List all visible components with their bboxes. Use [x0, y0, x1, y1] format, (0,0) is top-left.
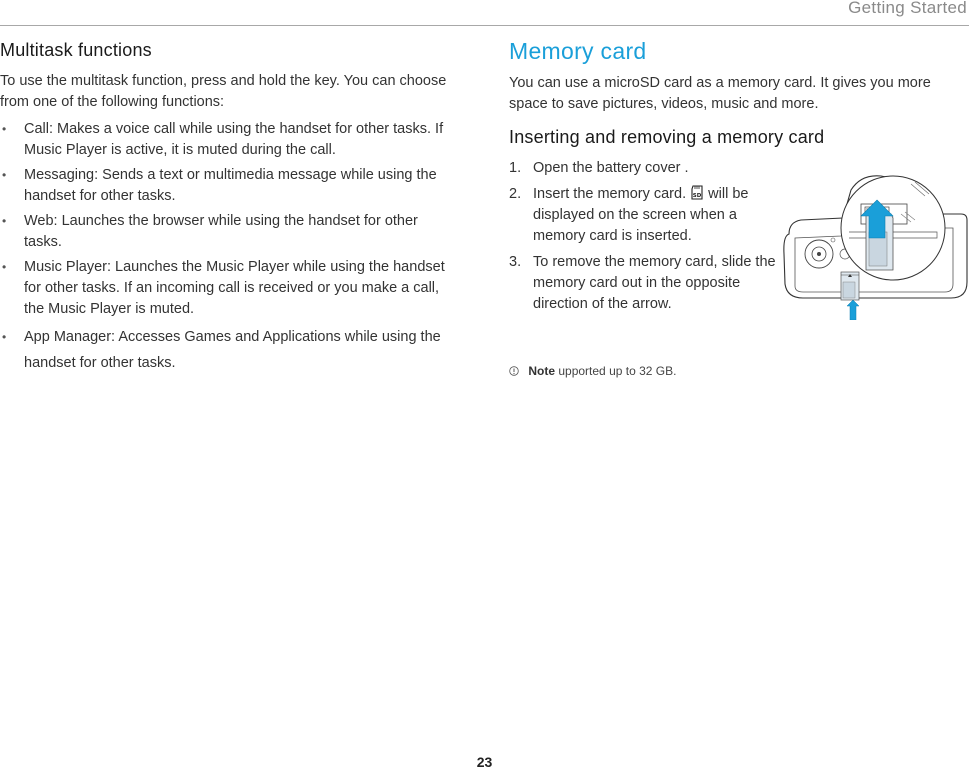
step-text: To remove the memory card, slide the memory card out in the opposite direction of the arrow.	[533, 254, 776, 312]
svg-text:SD: SD	[692, 192, 702, 199]
info-icon	[509, 366, 519, 376]
memory-card-small	[841, 272, 859, 300]
list-item	[0, 211, 450, 253]
step-text-before: Insert the memory card.	[533, 186, 687, 202]
list-item	[0, 119, 450, 161]
step-item	[509, 252, 779, 315]
multitask-section	[0, 40, 460, 380]
multitask-list	[0, 119, 460, 376]
step-item	[509, 158, 779, 179]
step-number: 2.	[509, 186, 522, 202]
list-item	[0, 324, 450, 376]
list-item-text: Call: Makes a voice call while using the handset for other tasks. If Music Player is active, it is muted during the call.	[24, 121, 444, 158]
steps-list	[509, 158, 779, 315]
list-item-text: App Manager: Accesses Games and Applications while using the handset for other tasks.	[24, 329, 441, 371]
page-number: 23	[476, 754, 493, 768]
bullet-icon: •	[2, 122, 7, 136]
note	[509, 364, 676, 378]
step-item	[509, 184, 779, 247]
note-text: upported up to 32 GB.	[558, 364, 677, 378]
list-item-text: Music Player: Launches the Music Player while using the handset for other tasks. If an incoming call is received or you make a call, the Music Player is muted.	[24, 259, 445, 317]
multitask-intro: To use the multitask function, press and hold the key. You can choose from one of the following functions:	[0, 73, 447, 110]
memory-card-intro: You can use a microSD card as a memory card. It gives you more space to save pictures, videos, music and more.	[509, 75, 931, 112]
header-divider	[0, 25, 969, 26]
list-item-text: Web: Launches the browser while using the handset for other tasks.	[24, 213, 418, 250]
step-text: Open the battery cover .	[533, 160, 689, 176]
multitask-title: Multitask functions	[0, 40, 152, 60]
bullet-icon: •	[2, 214, 7, 228]
bullet-icon: •	[2, 168, 7, 182]
step-number: 1.	[509, 160, 522, 176]
memory-card-illustration	[781, 174, 969, 320]
step-text-after: will be displayed on the screen when a memory card is inserted.	[533, 186, 749, 244]
running-header: Getting Started	[848, 0, 967, 17]
list-item	[0, 165, 450, 207]
insert-remove-subtitle: Inserting and removing a memory card	[509, 127, 825, 147]
sd-card-icon	[690, 185, 704, 200]
insert-arrow-small	[847, 300, 859, 320]
bullet-icon: •	[2, 260, 7, 274]
list-item	[0, 257, 450, 320]
note-label: Note	[528, 364, 556, 378]
bullet-icon: •	[2, 330, 7, 344]
list-item-text: Messaging: Sends a text or multimedia message while using the handset for other tasks.	[24, 167, 437, 204]
step-number: 3.	[509, 254, 522, 270]
memory-card-title: Memory card	[509, 38, 647, 64]
